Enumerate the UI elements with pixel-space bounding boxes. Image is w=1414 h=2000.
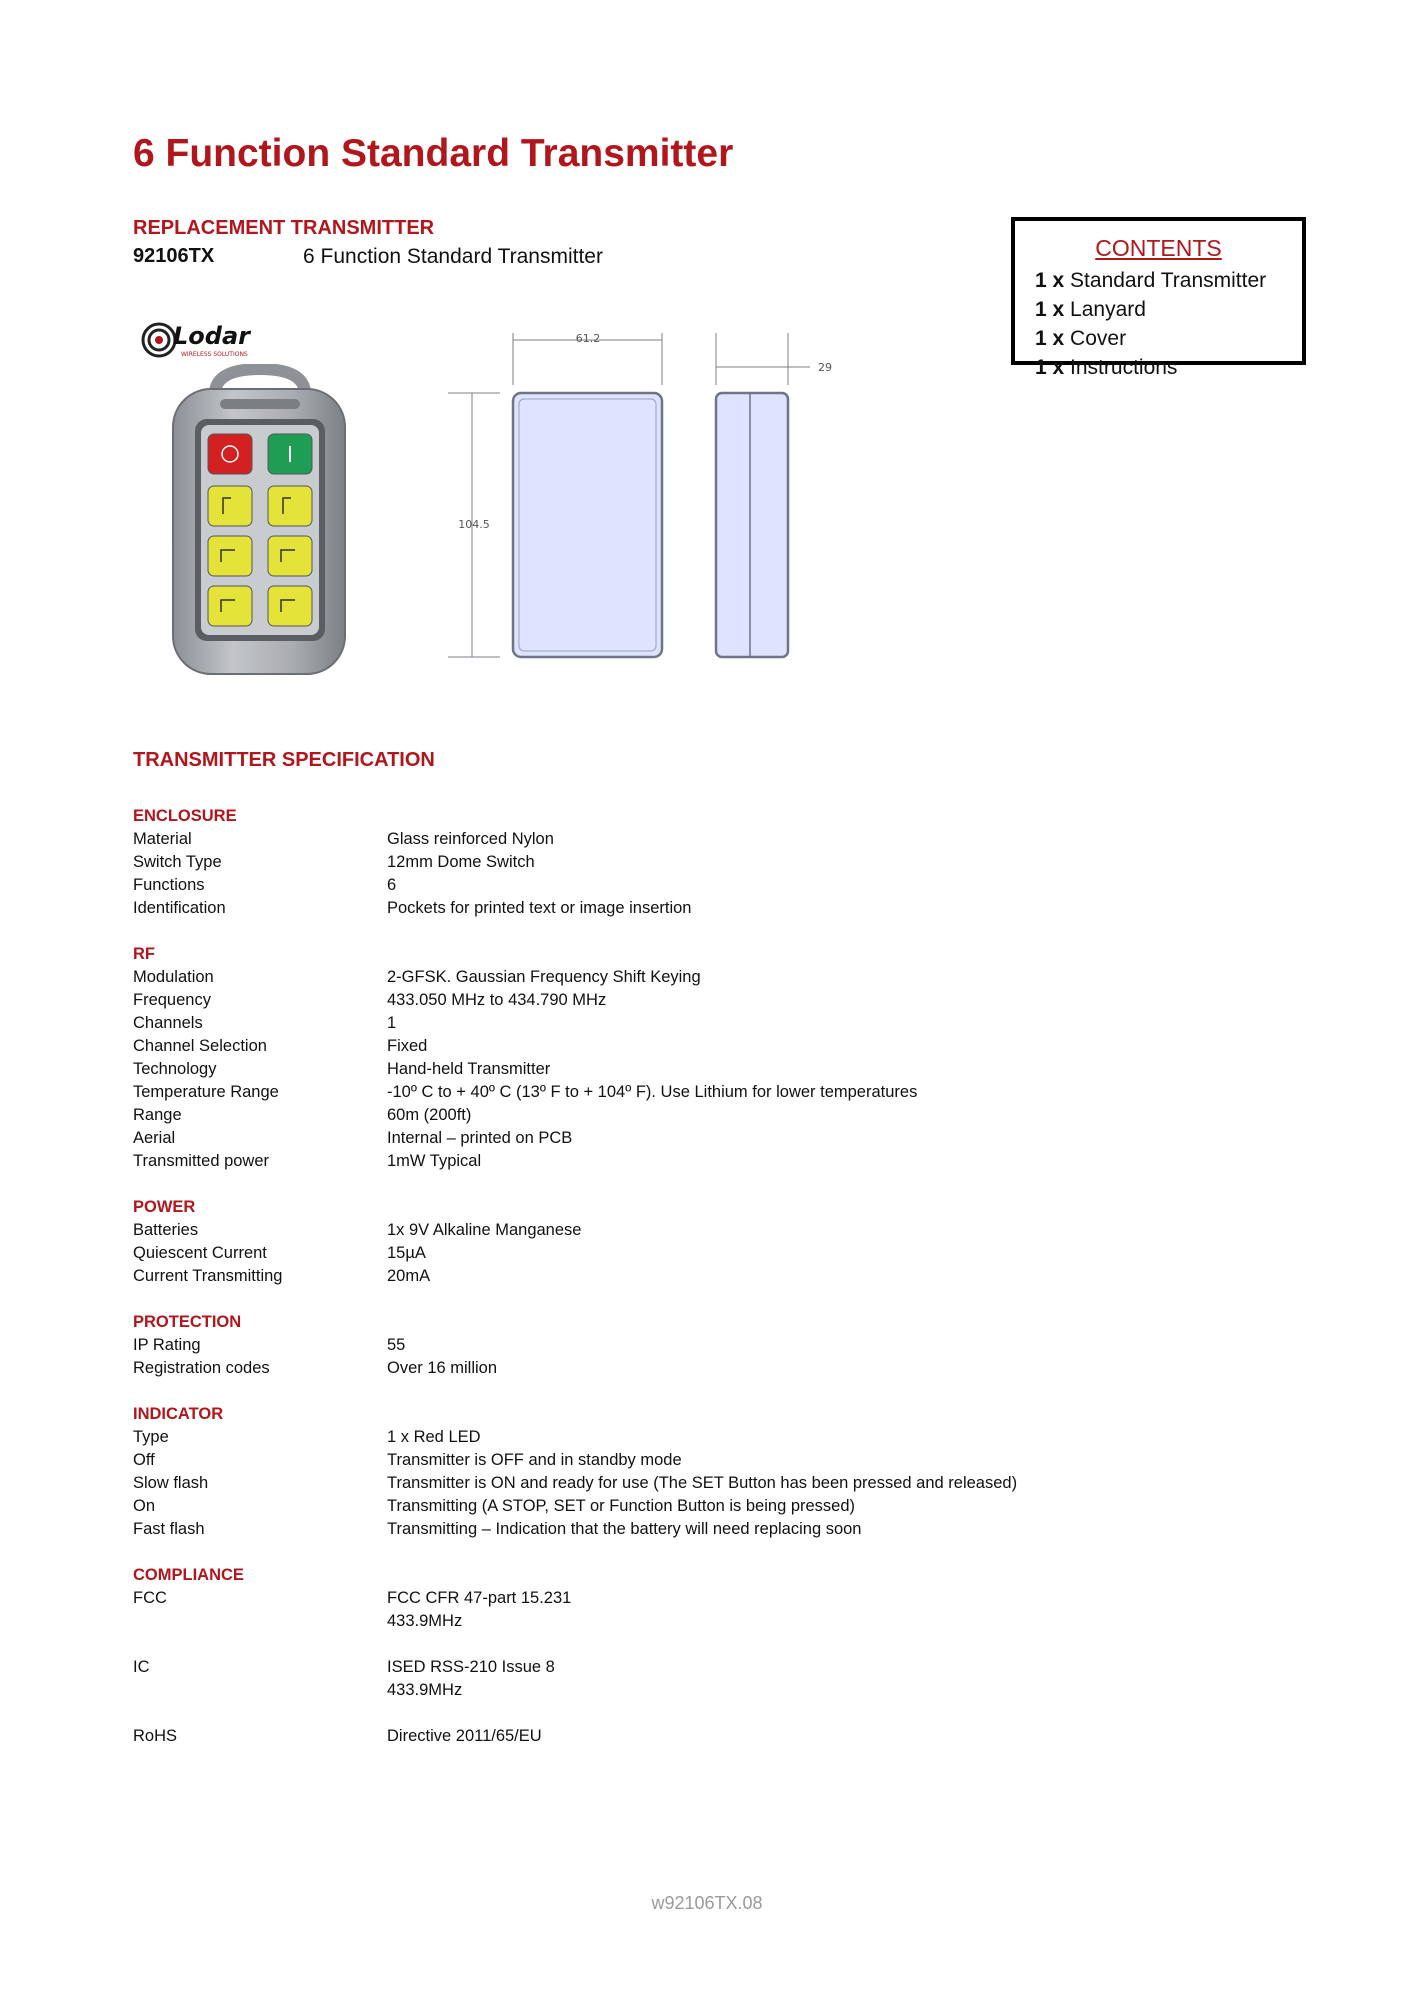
spec-value: Pockets for printed text or image insertion bbox=[387, 899, 692, 917]
spec-value: 433.050 MHz to 434.790 MHz bbox=[387, 991, 607, 1009]
spec-row bbox=[133, 1127, 1283, 1150]
spec-label: Current Transmitting bbox=[133, 1267, 283, 1285]
transmitter-photo bbox=[165, 364, 355, 684]
spec-row bbox=[133, 1219, 1283, 1242]
contents-name: Lanyard bbox=[1070, 298, 1146, 321]
spec-row bbox=[133, 1472, 1283, 1495]
section-heading: PROTECTION bbox=[133, 1313, 242, 1331]
spec-label: Off bbox=[133, 1451, 155, 1469]
spec-row bbox=[133, 1012, 1283, 1035]
contents-title: CONTENTS bbox=[1095, 235, 1222, 261]
spec-row bbox=[133, 989, 1283, 1012]
spec-label: Transmitted power bbox=[133, 1152, 270, 1170]
spec-value: 1x 9V Alkaline Manganese bbox=[387, 1221, 582, 1239]
spec-title: TRANSMITTER SPECIFICATION bbox=[133, 749, 435, 771]
contents-qty: 1 x bbox=[1035, 298, 1065, 321]
spec-row bbox=[133, 1426, 1283, 1449]
section-rf bbox=[133, 943, 1283, 1173]
function-button bbox=[268, 486, 312, 526]
section-heading: ENCLOSURE bbox=[133, 807, 237, 825]
spec-row bbox=[133, 1058, 1283, 1081]
depth-label: 29 bbox=[818, 361, 832, 374]
front-view bbox=[513, 393, 662, 657]
spec-value: Transmitting – Indication that the battery will need replacing soon bbox=[387, 1520, 862, 1538]
contents-qty: 1 x bbox=[1035, 356, 1065, 379]
spec-value: 1mW Typical bbox=[387, 1152, 482, 1170]
spec-value: 12mm Dome Switch bbox=[387, 853, 535, 871]
side-view bbox=[716, 393, 788, 657]
spec-row bbox=[133, 1656, 1283, 1702]
section-indicator bbox=[133, 1403, 1283, 1541]
section-heading: RF bbox=[133, 945, 155, 963]
spec-row bbox=[133, 1242, 1283, 1265]
section-heading: POWER bbox=[133, 1198, 196, 1216]
function-button bbox=[208, 586, 252, 626]
spec-value: Internal – printed on PCB bbox=[387, 1129, 573, 1147]
spec-row bbox=[133, 1587, 1283, 1633]
spec-label: Registration codes bbox=[133, 1359, 270, 1377]
spec-label: Type bbox=[133, 1428, 169, 1446]
spec-value: 1 bbox=[387, 1014, 397, 1032]
spec-value: ISED RSS-210 Issue 8 433.9MHz bbox=[387, 1658, 555, 1699]
contents-name: Instructions bbox=[1070, 356, 1178, 379]
width-label: 61.2 bbox=[575, 332, 601, 345]
spec-label: Range bbox=[133, 1106, 182, 1124]
stop-button bbox=[208, 434, 252, 474]
function-button bbox=[268, 536, 312, 576]
spec-value: Over 16 million bbox=[387, 1359, 498, 1377]
spec-label: Frequency bbox=[133, 991, 211, 1009]
spec-row bbox=[133, 897, 1283, 920]
contents-qty: 1 x bbox=[1035, 327, 1065, 350]
spec-label: Functions bbox=[133, 876, 205, 894]
function-button bbox=[208, 536, 252, 576]
spec-list bbox=[133, 805, 1283, 1771]
contents-qty: 1 x bbox=[1035, 269, 1065, 292]
spec-value: 6 bbox=[387, 876, 397, 894]
spec-value: Hand-held Transmitter bbox=[387, 1060, 551, 1078]
section-compliance bbox=[133, 1564, 1283, 1748]
function-button bbox=[208, 486, 252, 526]
spec-label: Quiescent Current bbox=[133, 1244, 267, 1262]
spec-label: Temperature Range bbox=[133, 1083, 279, 1101]
spec-row bbox=[133, 1150, 1283, 1173]
contents-item bbox=[1035, 266, 1302, 295]
spec-label: Batteries bbox=[133, 1221, 199, 1239]
spec-label: Channels bbox=[133, 1014, 203, 1032]
spec-value: Transmitter is OFF and in standby mode bbox=[387, 1451, 682, 1469]
section-heading: COMPLIANCE bbox=[133, 1566, 244, 1584]
contents-item bbox=[1035, 353, 1302, 382]
spec-value: Glass reinforced Nylon bbox=[387, 830, 554, 848]
spec-row bbox=[133, 1035, 1283, 1058]
spec-label: IP Rating bbox=[133, 1336, 201, 1354]
spec-label: RoHS bbox=[133, 1727, 178, 1745]
spec-label: Identification bbox=[133, 899, 226, 917]
contents-item bbox=[1035, 295, 1302, 324]
spec-value: 20mA bbox=[387, 1267, 431, 1285]
spec-row bbox=[133, 1725, 1283, 1748]
spec-row bbox=[133, 966, 1283, 989]
spec-label: Switch Type bbox=[133, 853, 222, 871]
replacement-heading: REPLACEMENT TRANSMITTER bbox=[133, 217, 435, 239]
spec-row bbox=[133, 1265, 1283, 1288]
spec-label: Technology bbox=[133, 1060, 217, 1078]
spec-value: Fixed bbox=[387, 1037, 428, 1055]
spec-row bbox=[133, 1334, 1283, 1357]
spec-value: FCC CFR 47-part 15.231 433.9MHz bbox=[387, 1589, 572, 1630]
spec-value: 1 x Red LED bbox=[387, 1428, 481, 1446]
spec-row bbox=[133, 1081, 1283, 1104]
height-label: 104.5 bbox=[458, 518, 490, 531]
spec-value: 55 bbox=[387, 1336, 406, 1354]
spec-label: Channel Selection bbox=[133, 1037, 267, 1055]
spec-label: On bbox=[133, 1497, 156, 1515]
spec-value: Directive 2011/65/EU bbox=[387, 1727, 542, 1745]
spec-row bbox=[133, 1357, 1283, 1380]
spec-label: Modulation bbox=[133, 968, 214, 986]
spec-value: Transmitting (A STOP, SET or Function Button is being pressed) bbox=[387, 1497, 856, 1515]
spec-value: Transmitter is ON and ready for use (The SET Button has been pressed and released) bbox=[387, 1474, 1018, 1492]
section-heading: INDICATOR bbox=[133, 1405, 224, 1423]
spec-row bbox=[133, 1495, 1283, 1518]
contents-box bbox=[1011, 217, 1306, 379]
page-title: 6 Function Standard Transmitter bbox=[133, 132, 734, 175]
section-power bbox=[133, 1196, 1283, 1288]
spec-row bbox=[133, 828, 1283, 851]
spec-label: FCC bbox=[133, 1589, 167, 1607]
spec-label: Fast flash bbox=[133, 1520, 205, 1538]
dimension-drawing bbox=[440, 325, 860, 665]
spec-label: IC bbox=[133, 1658, 150, 1676]
spec-row bbox=[133, 1449, 1283, 1472]
spec-value: 60m (200ft) bbox=[387, 1106, 472, 1124]
spec-value: -10º C to + 40º C (13º F to + 104º F). Use Lithium for lower temperatures bbox=[387, 1083, 918, 1101]
section-protection bbox=[133, 1311, 1283, 1380]
contents-name: Standard Transmitter bbox=[1070, 269, 1267, 292]
spec-row bbox=[133, 874, 1283, 897]
contents-item bbox=[1035, 324, 1302, 353]
spec-value: 15µA bbox=[387, 1244, 426, 1262]
product-code: 92106TX bbox=[133, 245, 215, 267]
spec-value: 2-GFSK. Gaussian Frequency Shift Keying bbox=[387, 968, 701, 986]
logo-text: Lodar bbox=[173, 322, 250, 350]
spec-row bbox=[133, 1518, 1283, 1541]
document-code: w92106TX.08 bbox=[651, 1893, 763, 1913]
logo-tagline: WIRELESS SOLUTIONS bbox=[181, 351, 248, 358]
spec-label: Slow flash bbox=[133, 1474, 209, 1492]
spec-label: Aerial bbox=[133, 1129, 176, 1147]
section-enclosure bbox=[133, 805, 1283, 920]
lodar-logo bbox=[141, 316, 281, 362]
spec-label: Material bbox=[133, 830, 192, 848]
contents-list bbox=[1035, 266, 1302, 382]
contents-name: Cover bbox=[1070, 327, 1127, 350]
function-button bbox=[268, 586, 312, 626]
product-description: 6 Function Standard Transmitter bbox=[303, 245, 603, 268]
spec-row bbox=[133, 851, 1283, 874]
spec-row bbox=[133, 1104, 1283, 1127]
